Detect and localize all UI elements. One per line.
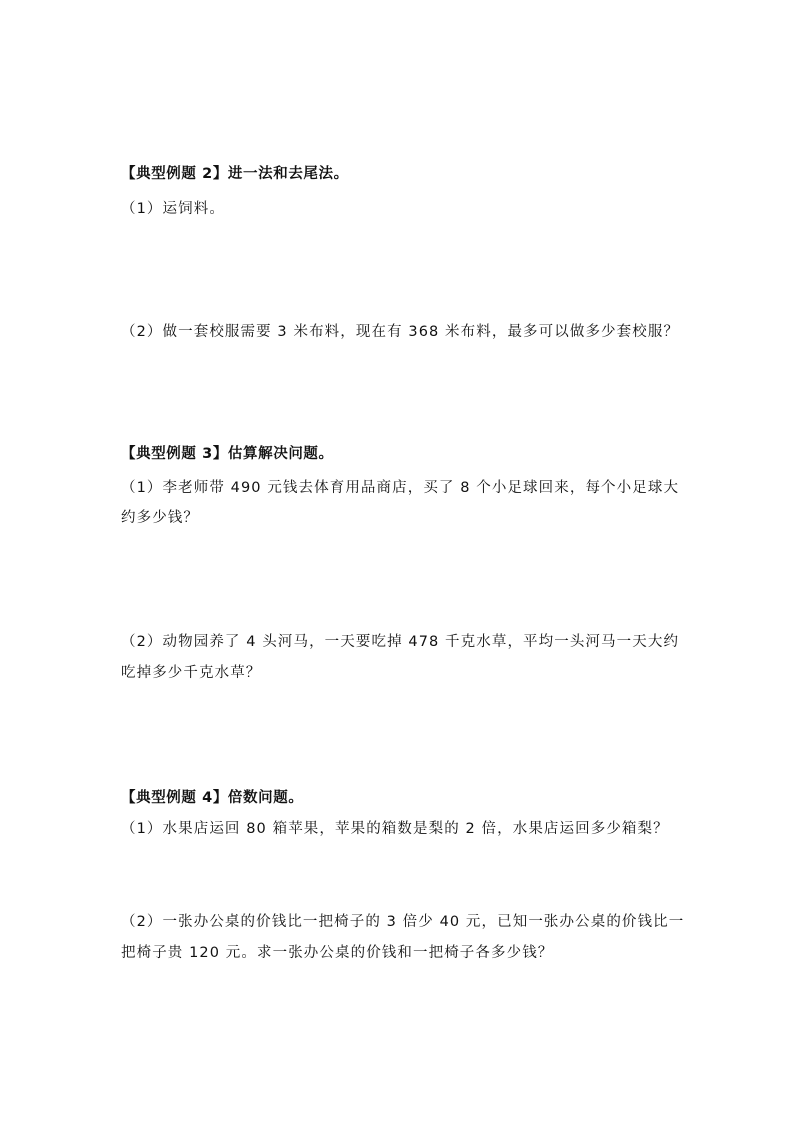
example-3-question-1-line-1: （1）李老师带 490 元钱去体育用品商店，买了 8 个小足球回来，每个小足球大	[121, 480, 680, 496]
example-4-heading: 【典型例题 4】倍数问题。	[121, 790, 304, 806]
example-3-question-1-line-2: 约多少钱？	[121, 510, 199, 526]
example-2-question-1: （1）运饲料。	[121, 201, 225, 217]
example-4-question-2-line-1: （2）一张办公桌的价钱比一把椅子的 3 倍少 40 元，已知一张办公桌的价钱比一	[121, 914, 685, 930]
example-3-question-2-line-2: 吃掉多少千克水草？	[121, 665, 262, 681]
example-4-question-2-line-2: 把椅子贵 120 元。求一张办公桌的价钱和一把椅子各多少钱？	[121, 945, 554, 961]
example-3-question-2-line-1: （2）动物园养了 4 头河马，一天要吃掉 478 千克水草，平均一头河马一天大约	[121, 634, 680, 650]
example-2-heading: 【典型例题 2】进一法和去尾法。	[121, 166, 349, 182]
example-2-question-2: （2）做一套校服需要 3 米布料，现在有 368 米布料，最多可以做多少套校服？	[121, 324, 680, 340]
example-3-heading: 【典型例题 3】估算解决问题。	[121, 446, 334, 462]
example-4-question-1: （1）水果店运回 80 箱苹果，苹果的箱数是梨的 2 倍，水果店运回多少箱梨？	[121, 821, 669, 837]
